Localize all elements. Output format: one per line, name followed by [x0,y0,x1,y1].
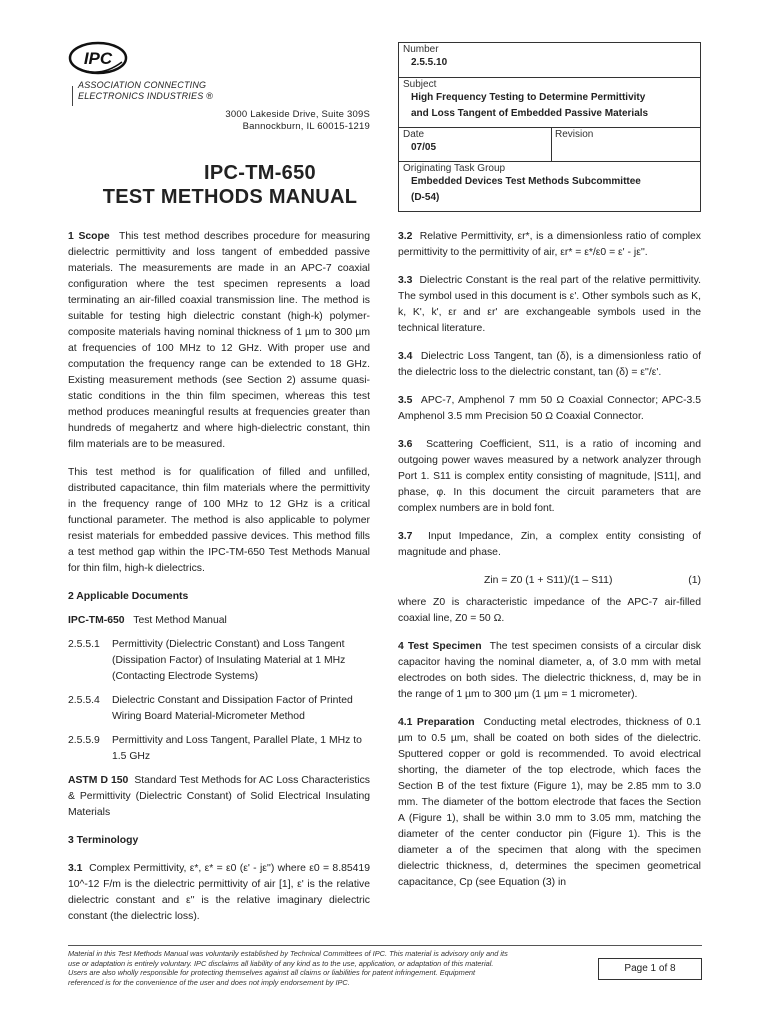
terminology-3-7 [398,529,701,561]
equation-text: Zin = Z0 (1 + S11)/(1 – S11) [484,575,613,586]
paragraph-text: Dielectric Constant is the real part of the relative permittivity. The symbol used in this document is ε'. Other symbols such as K, k, K', k', εr and εr' are exchangeable symbols used in the technical literature. [398,275,702,334]
scope-paragraph [68,229,370,453]
scope-paragraph-2: This test method is for qualification of filled and unfilled, distributed capacitance, thin film materials where the permittivity in the frequency range of 100 MHz to 12 GHz is a critical functional parameter. The method is also applicable to polymer resist materials for embedded passive devices. This method fills a test method gap within the IPC-TM-650 Test Methods Manual for thin film, high-k dielectrics. [68,467,370,574]
reference-number: 2.5.5.1 [68,639,100,650]
section-number: 3.7 [398,531,413,542]
astm-head: ASTM D 150 [68,775,129,786]
paragraph-text: Input Impedance, Zin, a complex entity consisting of magnitude and phase. [398,531,701,558]
scope-text: This test method describes procedure for measuring dielectric permittivity and loss tangent of embedded passive materials. The measurements are made in an APC-7 coaxial configuration where the test specimen represents a load terminating an air-filled coaxial transmission line. The method is suitable for testing high dielectric constant (high-k) polymer-composite materials having nominal thickness of 1 µm to 300 µm at frequencies of 100 MHz to 12 GHz. With proper use and computation the frequency range can be extended to 18 GHz. Existing measurement methods (see Section 2) assume quasi-static conditions in the thin film specimen, whereas this test method produces meaningful results at frequencies greater than hundreds of megahertz and where high-dielectric constant, thin film materials are to be measured. [68,231,370,450]
paragraph-text: Conducting metal electrodes, thickness of 0.1 µm to 0.5 µm, shall be coated on both sides of the dielectric. Sputtered copper or gold is recommended. To avoid electrical shorting, the diameter of the top electrode, which faces the Section B of the test fixture (Figure 1), may be 2.85 mm to 3.0 mm. The diameter of the bottom electrode that faces the Section A (Figure 1), shall be within 3.0 mm to 3.05 mm, matching the diameter of the center conductor pin (Figure 1). This is the diameter a of the specimen that along with the specimen dielectric thickness, d, determines the specimen geometrical capacitance, Cp (see Equation (3) in [398,717,701,888]
paragraph-text: The test specimen consists of a circular disk capacitor having the nominal diameter, a, of 3.0 mm with metal electrodes on both sides. The dielectric thickness, d, may be in the range of 1 µm to 300 µm (1 µm = 1 micrometer). [398,641,701,700]
terminology-3-6 [398,437,701,517]
date-cell [403,129,436,156]
number-label: Number [403,44,439,55]
assoc-line-1: ASSOCIATION CONNECTING [78,80,207,90]
divider [399,77,700,78]
revision-label: Revision [555,129,594,140]
ipc-reference-desc: Test Method Manual [133,615,227,626]
doc-title-line-1: IPC-TM-650 [204,162,316,184]
section-number: 3.5 [398,395,413,406]
terminology-3-2 [398,229,701,261]
reference-text: Permittivity (Dielectric Constant) and Loss Tangent (Dissipation Factor) of Insulating Material at 1 MHz (Contacting Electrode Systems) [112,639,346,682]
assoc-line-2: ELECTRONICS INDUSTRIES ® [78,91,213,101]
section-number: 4.1 Preparation [398,717,475,728]
divider [399,161,700,162]
number-cell [403,44,447,71]
left-column [68,229,370,937]
logo-divider [72,86,73,106]
reference-row [68,637,370,685]
association-name [78,80,213,102]
paragraph-text: Relative Permittivity, εr*, is a dimensionless ratio of complex permittivity to the permittivity of air, εr* = ε*/ε0 = ε' - jε''. [398,231,701,258]
task-group-value-2: (D-54) [411,192,440,203]
right-column [398,229,701,903]
section-number: 3.6 [398,439,413,450]
section-number: 1 Scope [68,231,110,242]
address [190,109,370,133]
logo-text: IPC [83,49,113,68]
subject-value-1: High Frequency Testing to Determine Permittivity [411,92,646,103]
reference-number: 2.5.5.9 [68,735,100,746]
section-heading: 4 Test Specimen [398,641,482,652]
section-heading: 2 Applicable Documents [68,591,189,602]
ipc-logo [68,40,128,76]
test-specimen-paragraph [398,639,701,703]
ipc-reference-head: IPC-TM-650 [68,615,125,626]
reference-row [68,733,370,765]
section-number: 3.2 [398,231,413,242]
equation-1 [398,573,701,589]
paragraph-text: Complex Permittivity, ε*, ε* = ε0 (ε' - jε'') where ε0 = 8.85419 10^-12 F/m is the dielectric permittivity of air [1], ε' is the relative dielectric constant and ε'' is the relative imaginary dielectric constant (the dielectric loss). [68,863,370,922]
footer-rule [68,945,702,946]
section-number: 3.4 [398,351,413,362]
terminology-3-5 [398,393,701,425]
subject-value-2: and Loss Tangent of Embedded Passive Materials [411,108,649,119]
section-number: 3.1 [68,863,83,874]
number-value: 2.5.5.10 [411,57,448,68]
subject-cell [403,79,648,122]
section-number: 3.3 [398,275,413,286]
paragraph-text: Scattering Coefficient, S11, is a ratio of incoming and outgoing power waves measured by a network analyzer through Port 1. S11 is complex entity consisting of magnitude, |S11|, and phase, φ. In this document the circuit parameters that are complex numbers are in bold font. [398,439,701,514]
reference-number: 2.5.5.4 [68,695,100,706]
equation-explanation: where Z0 is characteristic impedance of the APC-7 air-filled coaxial line, Z0 = 50 Ω. [398,597,701,624]
reference-text: Permittivity and Loss Tangent, Parallel Plate, 1 MHz to 1.5 GHz [112,735,362,762]
subject-label: Subject [403,79,437,90]
paragraph-text: APC-7, Amphenol 7 mm 50 Ω Coaxial Connector; APC-3.5 Amphenol 3.5 mm Precision 50 Ω Coaxial Connector. [398,395,701,422]
date-value: 07/05 [411,142,437,153]
astm-reference [68,773,370,821]
reference-row [68,693,370,725]
terminology-3-3 [398,273,701,337]
terminology-3-1 [68,861,370,925]
astm-text: Standard Test Methods for AC Loss Characteristics & Permittivity (Dielectric Constant) of Solid Electrical Insulating Materials [68,775,370,818]
address-line-2: Bannockburn, IL 60015-1219 [242,121,370,132]
divider [551,127,552,161]
info-box [398,42,701,212]
preparation-paragraph [398,715,701,891]
equation-number: (1) [688,575,701,586]
page-number: Page 1 of 8 [598,958,702,980]
terminology-3-4 [398,349,701,381]
section-heading: 3 Terminology [68,835,139,846]
task-group-label: Originating Task Group [403,163,506,174]
paragraph-text: Dielectric Loss Tangent, tan (δ), is a dimensionless ratio of the dielectric loss to the dielectric constant, tan (δ) = ε''/ε'. [398,351,701,378]
doc-title-line-2: TEST METHODS MANUAL [102,186,358,208]
revision-cell [555,129,593,140]
divider [399,127,700,128]
footer-disclaimer: Material in this Test Methods Manual was voluntarily established by Technical Committees of IPC. This material is advisory only and its use or adaptation is entirely voluntary. IPC disclaims all liability of any kind as to the use, application, or adaptation of this material. Users are also wholly responsible for protecting themselves against all claims or liabilities for patent infringement. Equipment referenced is for the convenience of the user and does not imply endorsement by IPC. [68,949,508,987]
reference-text: Dielectric Constant and Dissipation Factor of Printed Wiring Board Material-Micrometer Method [112,695,353,722]
ipc-reference [68,613,370,629]
address-line-1: 3000 Lakeside Drive, Suite 309S [225,109,370,120]
task-group-value-1: Embedded Devices Test Methods Subcommittee [411,176,641,187]
date-label: Date [403,129,425,140]
task-group-cell [403,163,641,206]
